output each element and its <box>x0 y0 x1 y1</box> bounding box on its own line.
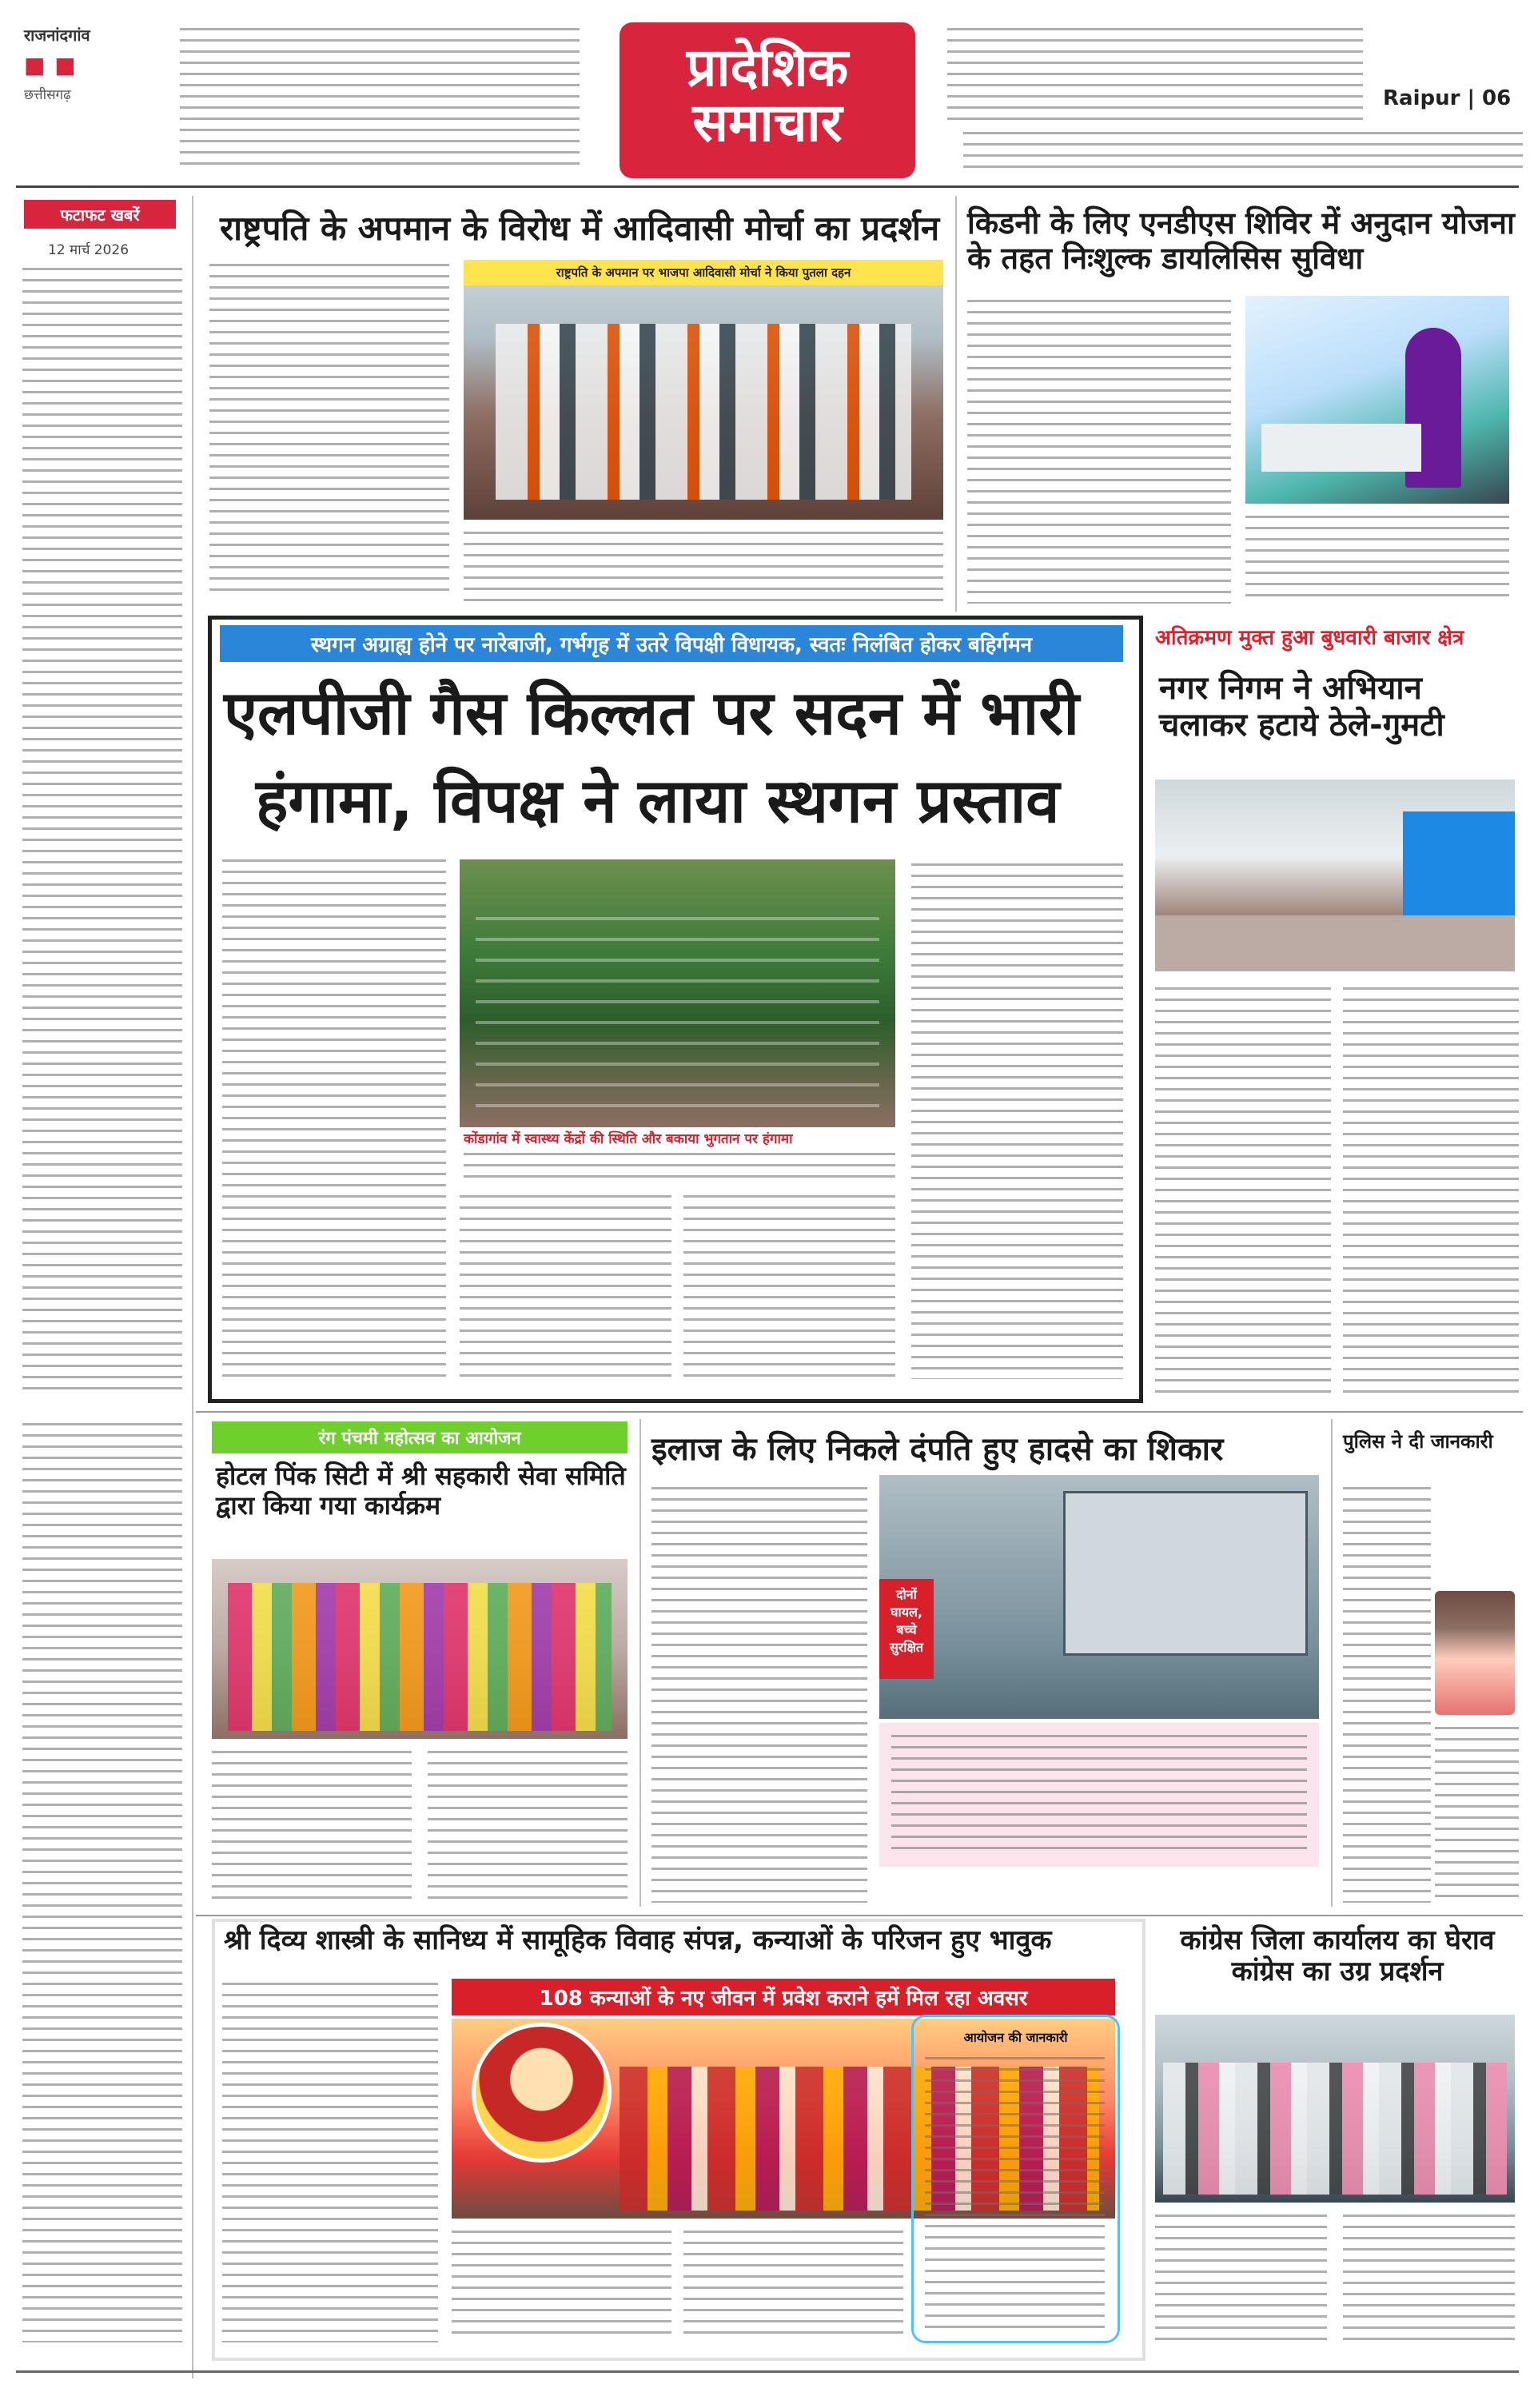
top-story-headline: राष्ट्रपति के अपमान के विरोध में आदिवासी मोर्चा का प्रदर्शन <box>220 209 940 248</box>
encroachment-headline: नगर निगम ने अभियान चलाकर हटाये ठेले-गुमटी <box>1159 670 1444 744</box>
column-divider <box>639 1419 641 1907</box>
accident-text-col1 <box>651 1487 867 1903</box>
second-story-photo <box>1245 296 1509 504</box>
encroachment-text-col1 <box>1155 987 1331 1395</box>
top-story-photo <box>464 260 943 520</box>
accident-photo-truck <box>1063 1491 1308 1656</box>
protest-photo <box>1155 2015 1515 2203</box>
column-divider <box>1331 1419 1333 1907</box>
masthead-right-teaser <box>947 28 1363 124</box>
protest-text-col1 <box>1155 2215 1327 2346</box>
masthead-logo-sub: छत्तीसगढ़ <box>24 87 71 103</box>
wedding-text-col1 <box>222 1983 438 2342</box>
left-date: 12 मार्च 2026 <box>48 242 129 258</box>
top-story-photo-caption: राष्ट्रपति के अपमान पर भाजपा आदिवासी मोर्चा ने किया पुतला दहन <box>464 260 943 285</box>
top-story-text-col2 <box>464 532 943 604</box>
top-story-text-col1 <box>209 264 449 600</box>
accident-photo <box>879 1475 1319 1719</box>
assembly-text-col1 <box>222 859 446 1379</box>
protest-photo-crowd <box>1163 2063 1507 2195</box>
rangpanchami-text-col2 <box>428 1751 628 1903</box>
assembly-photo-seats <box>476 907 879 1107</box>
top-story-photo-people <box>496 324 911 500</box>
left-column-text <box>22 268 182 1395</box>
assembly-text-col2 <box>460 1195 671 1379</box>
encroachment-photo-road <box>1155 915 1515 971</box>
section-title-line2: समाचार <box>692 92 843 154</box>
wedding-photo-portrait <box>472 2023 612 2163</box>
right-small-text <box>1343 1487 1431 1903</box>
accident-headline: इलाज के लिए निकले दंपति हुए हादसे का शिकार <box>651 1431 1224 1468</box>
column-divider <box>955 196 957 612</box>
masthead-teaser-text <box>180 28 580 168</box>
assembly-headline-line2: हंगामा, विपक्ष ने लाया स्थगन प्रस्ताव <box>256 765 1060 836</box>
assembly-photo-subtext <box>464 1153 895 1185</box>
section-rule <box>196 1411 1523 1413</box>
right-small-headline: पुलिस ने दी जानकारी <box>1343 1430 1493 1453</box>
accident-label-line4: सुरक्षित <box>889 1640 924 1655</box>
assembly-text-col4 <box>911 863 1123 1379</box>
right-small-text-2 <box>1435 1727 1519 1903</box>
assembly-headline-line1: एलपीजी गैस किल्लत पर सदन में भारी <box>224 677 1080 748</box>
wedding-box-title: आयोजन की जानकारी <box>963 2030 1068 2045</box>
footer-rule <box>16 2370 1519 2373</box>
rangpanchami-photo-crowd <box>228 1583 612 1731</box>
accident-label-line1: दोनों <box>896 1587 917 1602</box>
wedding-info-box <box>911 2015 1120 2343</box>
accident-label-line3: बच्चे <box>896 1622 917 1637</box>
section-rule <box>196 1915 1523 1916</box>
encroachment-photo <box>1155 779 1515 971</box>
rangpanchami-photo <box>212 1559 628 1739</box>
protest-text-col2 <box>1343 2215 1515 2346</box>
page-label: Raipur | 06 <box>1383 86 1512 110</box>
second-story-photo-bed <box>1261 424 1421 472</box>
second-story-headline: किडनी के लिए एनडीएस शिविर में अनुदान योजना के तहत निःशुल्क डायलिसिस सुविधा <box>967 205 1515 276</box>
encroachment-photo-shop <box>1403 811 1515 915</box>
accident-caption-panel <box>879 1723 1319 1867</box>
encroachment-text-col2 <box>1343 987 1519 1395</box>
rangpanchami-text-col1 <box>212 1751 412 1903</box>
masthead-rule <box>16 185 1519 188</box>
assembly-photo-caption: कोंडागांव में स्वास्थ्य केंद्रों की स्थिति और बकाया भुगतान पर हंगामा <box>464 1131 793 1147</box>
second-story-text-2 <box>1245 516 1509 604</box>
assembly-kicker: स्थगन अग्राह्य होने पर नारेबाजी, गर्भगृह में उतरे विपक्षी विधायक, स्वतः निलंबित होकर बहिर्गमन <box>220 625 1123 662</box>
wedding-banner: 108 कन्याओं के नए जीवन में प्रवेश कराने हमें मिल रहा अवसर <box>452 1979 1115 2015</box>
second-story-text <box>967 300 1231 604</box>
left-lower-text <box>22 1423 182 2342</box>
masthead-logo <box>24 24 164 144</box>
protest-headline: कांग्रेस जिला कार्यालय का घेराव कांग्रेस का उग्र प्रदर्शन <box>1180 1924 1495 1988</box>
section-title-box <box>620 22 915 178</box>
rangpanchami-headline: होटल पिंक सिटी में श्री सहकारी सेवा समिति द्वारा किया गया कार्यक्रम <box>216 1461 626 1521</box>
section-title-line1: प्रादेशिक <box>686 37 849 98</box>
accident-photo-label <box>879 1579 934 1679</box>
masthead-logo-mark: ■ ■ <box>24 52 77 78</box>
accident-label-line2: घायल, <box>891 1605 922 1620</box>
encroachment-kicker: अतिक्रमण मुक्त हुआ बुधवारी बाजार क्षेत्र <box>1155 626 1464 650</box>
left-strip-label: फटाफट खबरें <box>24 200 176 229</box>
assembly-text-col3 <box>683 1195 895 1379</box>
assembly-photo <box>460 859 895 1127</box>
masthead-right-teaser-2 <box>963 132 1523 168</box>
right-small-photo <box>1435 1591 1515 1715</box>
wedding-text-col2 <box>452 2231 671 2342</box>
accident-caption-text <box>891 1735 1307 1855</box>
wedding-headline: श्री दिव्य शास्त्री के सानिध्य में सामूहिक विवाह संपन्न, कन्याओं के परिजन हुए भावुक <box>224 1924 1052 1956</box>
rangpanchami-kicker: रंग पंचमी महोत्सव का आयोजन <box>212 1421 628 1453</box>
column-divider <box>192 196 193 2378</box>
wedding-box-text <box>925 2057 1105 2329</box>
wedding-text-col3 <box>683 2231 903 2342</box>
masthead-logo-top: राजनांदगांव <box>24 26 90 45</box>
